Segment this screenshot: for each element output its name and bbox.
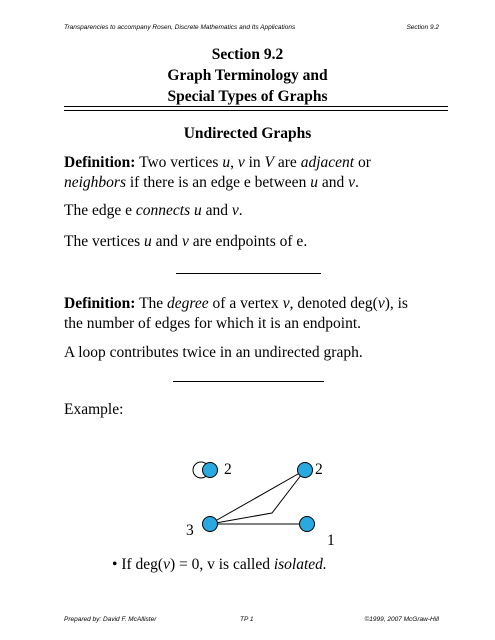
term-isolated: isolated. bbox=[273, 556, 327, 573]
degree-label: 3 bbox=[186, 522, 194, 539]
subheading: Undirected Graphs bbox=[183, 125, 312, 142]
var-v: v bbox=[282, 295, 290, 312]
graph-vertex bbox=[203, 463, 218, 478]
text-run: are bbox=[274, 154, 301, 171]
isolated-bullet bbox=[112, 555, 452, 575]
text-run: The vertices bbox=[64, 233, 145, 250]
graph-vertex bbox=[203, 517, 218, 532]
text-run: The edge e bbox=[64, 202, 136, 219]
text-run: , denoted deg( bbox=[289, 295, 378, 312]
text-run: ), is bbox=[384, 295, 408, 312]
text-run: The bbox=[135, 295, 168, 312]
text-run: , bbox=[230, 154, 238, 171]
text-run: and bbox=[201, 202, 232, 219]
footer-left: Prepared by: David F. McAllister bbox=[64, 616, 157, 623]
var-u: u bbox=[193, 202, 202, 219]
var-v: v bbox=[231, 202, 239, 219]
definition-label: Definition: bbox=[64, 154, 136, 171]
var-u: u bbox=[222, 154, 231, 171]
footer-right: ©1999, 2007 McGraw-Hill bbox=[364, 616, 439, 623]
graph-vertex bbox=[298, 463, 313, 478]
text-run: and bbox=[151, 233, 182, 250]
term-connects: connects bbox=[135, 202, 191, 219]
header-right: Section 9.2 bbox=[406, 24, 439, 31]
title-line-2: Graph Terminology and bbox=[167, 67, 328, 84]
var-u: u bbox=[144, 233, 152, 250]
graph-vertex bbox=[300, 517, 315, 532]
text-run: in bbox=[244, 154, 265, 171]
text-run: or bbox=[354, 154, 371, 171]
var-v: v bbox=[237, 154, 245, 171]
example-label: Example: bbox=[64, 401, 124, 418]
loop-line: A loop contributes twice in an undirected graph. bbox=[64, 344, 363, 361]
degree-label: 1 bbox=[327, 532, 335, 549]
text-run: If deg( bbox=[117, 556, 164, 573]
var-u: u bbox=[310, 174, 318, 191]
text-run: Two vertices bbox=[135, 154, 223, 171]
degree-label: 2 bbox=[315, 461, 323, 478]
text-run: the number of edges for which it is an endpoint. bbox=[64, 315, 362, 332]
term-adjacent: adjacent bbox=[300, 154, 355, 171]
text-run: and bbox=[317, 174, 349, 191]
bullet-icon: • bbox=[112, 556, 118, 573]
degree-label: 2 bbox=[224, 461, 232, 478]
header-left: Transparencies to accompany Rosen, Discrete Mathematics and Its Applications bbox=[64, 24, 296, 31]
definition-label: Definition: bbox=[64, 295, 136, 312]
text-run: . bbox=[238, 202, 243, 219]
term-neighbors: neighbors bbox=[64, 174, 126, 191]
text-run: of a vertex bbox=[208, 295, 283, 312]
text-run: ) = 0, v is called bbox=[169, 556, 274, 573]
text-run: are endpoints of e. bbox=[188, 233, 308, 250]
text-run: if there is an edge e between bbox=[126, 174, 311, 191]
var-v: v bbox=[163, 556, 170, 573]
var-v: v bbox=[377, 295, 385, 312]
var-V: V bbox=[264, 154, 275, 171]
title-line-3: Special Types of Graphs bbox=[167, 88, 328, 105]
text-run: . bbox=[354, 174, 359, 191]
footer-center: TP 1 bbox=[240, 616, 254, 623]
title-line-1: Section 9.2 bbox=[211, 46, 284, 63]
term-degree: degree bbox=[167, 295, 209, 312]
var-v: v bbox=[348, 174, 355, 191]
var-v: v bbox=[181, 233, 189, 250]
